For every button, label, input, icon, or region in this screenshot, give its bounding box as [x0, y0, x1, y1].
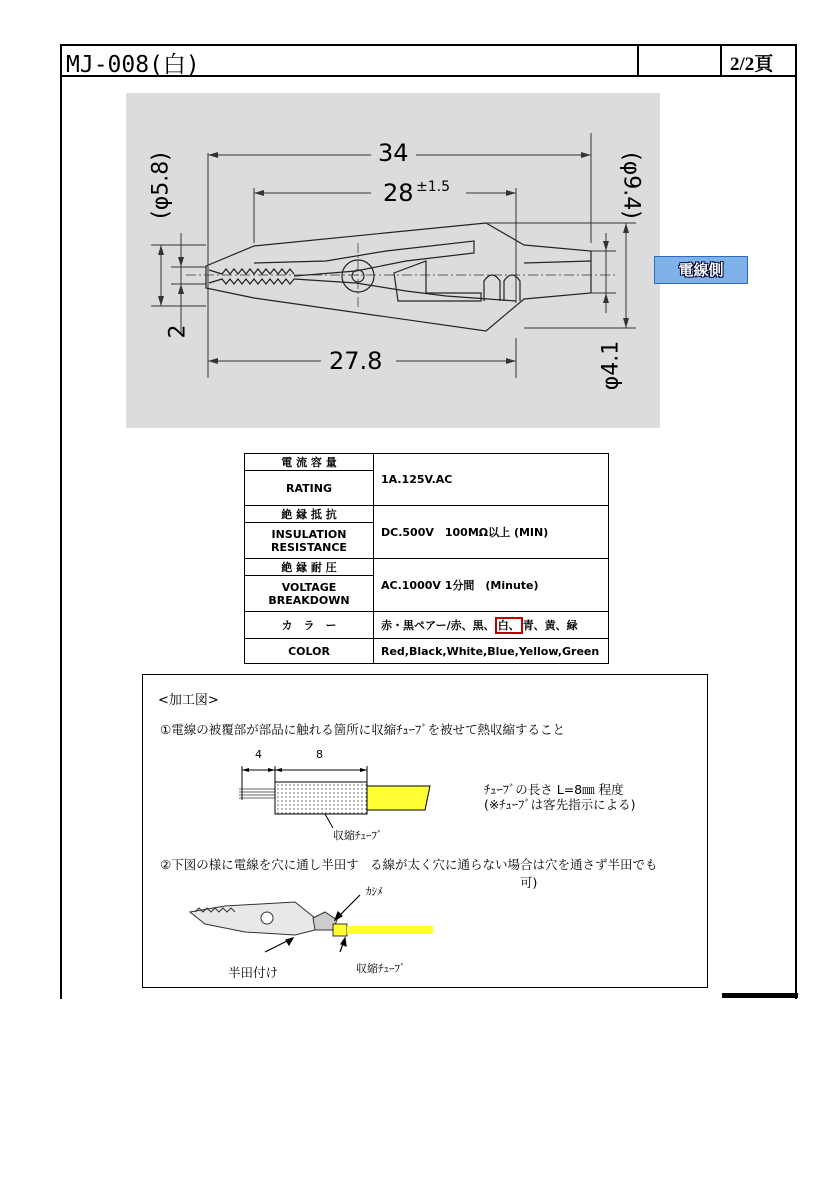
dim-phi-9-4: (φ9.4)	[618, 152, 644, 219]
insulation-en-2: RESISTANCE	[271, 540, 347, 554]
insulation-en-1: INSULATION	[271, 527, 347, 541]
color-selected-highlight: 白、	[495, 617, 523, 634]
tube-label-1: 収縮ﾁｭｰﾌﾞ	[333, 829, 383, 842]
processing-title: <加工図>	[158, 693, 219, 708]
color-post: 青、黄、緑	[522, 619, 578, 632]
insulation-jp-cell: 絶 縁 抵 抗	[245, 506, 374, 523]
color-en-cell: COLOR	[245, 639, 374, 664]
insulation-en-cell	[245, 523, 374, 559]
rating-value: 1A.125V.AC	[374, 454, 609, 506]
step-2-overlap-text: る線が太く穴に通らない場合は穴を通さず半田でも	[370, 857, 658, 872]
color-jp-value	[374, 612, 609, 639]
dim-2: 2	[165, 324, 191, 339]
wire-side-label: 電線側	[654, 256, 748, 284]
color-en-value: Red,Black,White,Blue,Yellow,Green	[374, 639, 609, 664]
kashime-label: ｶｼﾒ	[366, 885, 383, 898]
dim-phi-4-1: φ4.1	[598, 340, 624, 391]
dim-8: 8	[316, 748, 323, 761]
technical-drawing	[126, 93, 660, 428]
header-divider-1	[637, 44, 639, 77]
dim-28-tolerance: ±1.5	[416, 179, 450, 195]
voltage-en-1: VOLTAGE	[281, 580, 337, 594]
header-divider-2	[720, 44, 722, 77]
voltage-value: AC.1000V 1分間 (Minute)	[374, 559, 609, 612]
note-tube-length: ﾁｭｰﾌﾞの長さ L=8㎜ 程度	[484, 782, 624, 797]
dim-28: 28	[383, 179, 414, 207]
rating-jp-cell: 電 流 容 量	[245, 454, 374, 471]
solder-diagram-svg	[185, 880, 445, 960]
clip-outline	[206, 223, 591, 331]
voltage-en-2: BREAKDOWN	[268, 593, 350, 607]
rating-en-cell: RATING	[245, 471, 374, 506]
note-tube-customer: (※ﾁｭｰﾌﾞは客先指示による)	[484, 797, 636, 812]
doc-title: MJ-008(白)	[66, 52, 200, 78]
voltage-jp-cell: 絶 縁 耐 圧	[245, 559, 374, 576]
insulation-value: DC.500V 100MΩ以上 (MIN)	[374, 506, 609, 559]
bottom-bar	[722, 993, 798, 998]
crimp-tab-1	[484, 275, 500, 301]
dim-phi-5-8: (φ5.8)	[148, 152, 174, 219]
tube-label-2: 収縮ﾁｭｰﾌﾞ	[356, 962, 406, 975]
step-2-text: ②下図の様に電線を穴に通し半田す	[160, 857, 359, 872]
dim-34: 34	[378, 139, 409, 167]
step-1-text: ①電線の被覆部が部品に触れる箇所に収縮ﾁｭｰﾌﾞを被せて熱収縮すること	[160, 722, 565, 737]
step-2-end: 可)	[520, 875, 538, 890]
solder-label: 半田付け	[228, 965, 279, 980]
color-pre: 赤・黒ペアー/赤、黒、	[381, 619, 495, 632]
page-number: 2/2頁	[730, 54, 774, 75]
dim-27-8: 27.8	[329, 347, 383, 375]
wire-yellow	[367, 786, 430, 810]
wire-yellow-2	[347, 926, 433, 934]
shrink-tube	[275, 782, 367, 814]
color-jp-cell: カ ラ ー	[245, 612, 374, 639]
crimp-tab-2	[504, 275, 520, 301]
clip-teeth-bottom	[209, 279, 294, 284]
dim-4: 4	[255, 748, 262, 761]
clip-teeth-top	[209, 269, 294, 274]
spec-table	[244, 453, 609, 664]
voltage-en-cell	[245, 576, 374, 612]
